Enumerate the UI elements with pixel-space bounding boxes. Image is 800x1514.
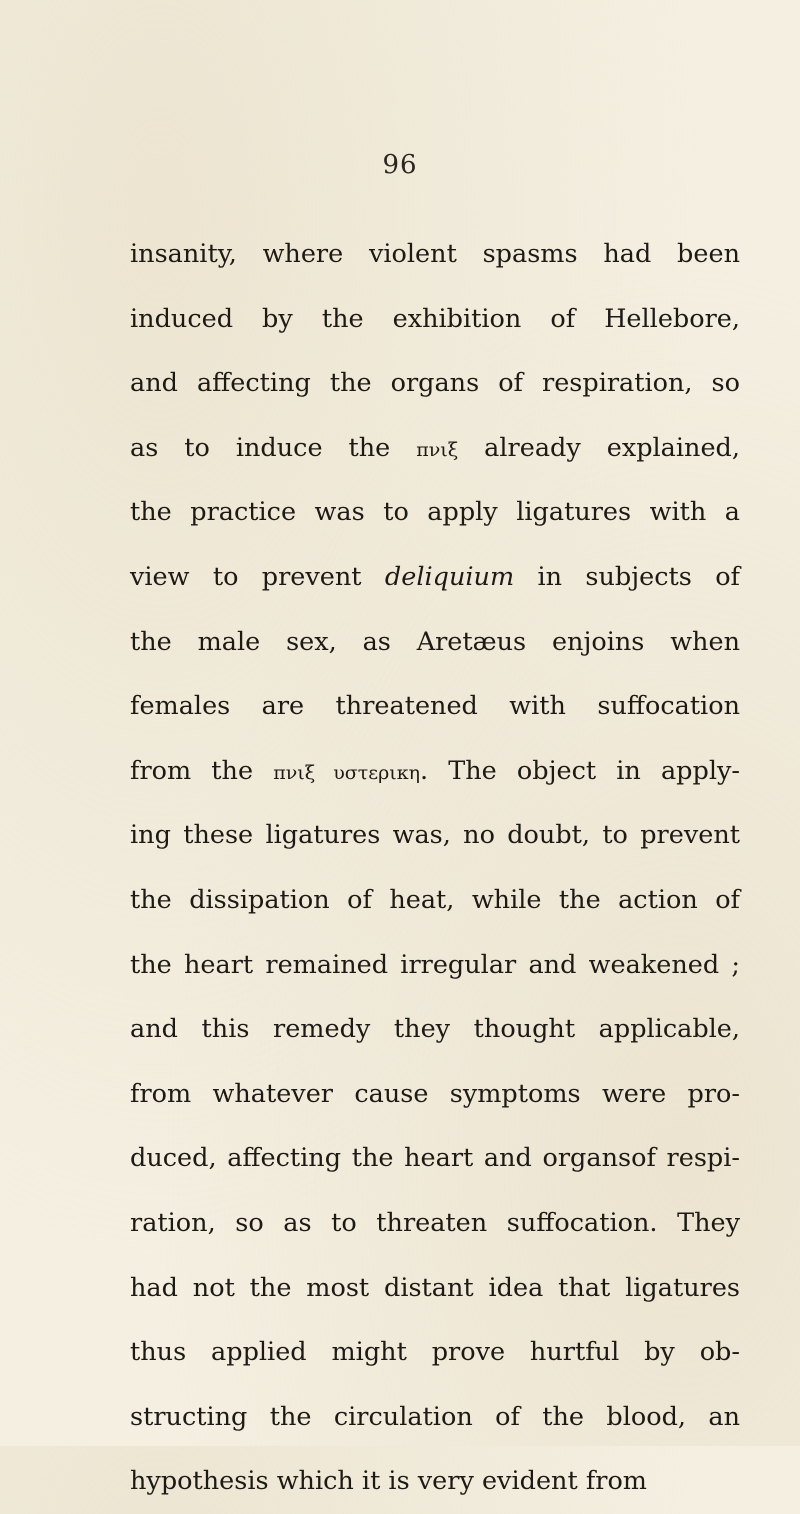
greek-term: πνιξ	[416, 438, 459, 461]
text-line: from whatever cause symptoms were pro-	[130, 1078, 740, 1109]
text-line: ing these ligatures was, no doubt, to prevent	[130, 820, 740, 851]
text-line: females are threatened with suffocation	[130, 691, 740, 722]
text-line: duced, affecting the heart and organsof respi-	[130, 1143, 740, 1174]
text-line: insanity, where violent spasms had been	[130, 239, 740, 269]
text-line: hypothesis which it is very evident from	[130, 1466, 647, 1497]
text-line: the practice was to apply ligatures with a	[130, 497, 740, 528]
text-line: the dissipation of heat, while the action of	[130, 884, 740, 915]
text-line: the male sex, as Aretæus enjoins when	[130, 626, 740, 657]
text-line: from the πνιξ υστερικη. The object in apply-	[130, 755, 741, 786]
text-line: structing the circulation of the blood, an	[130, 1401, 740, 1432]
text-line: as to induce the πνιξ already explained,	[130, 432, 740, 463]
text-line: had not the most distant idea that ligatures	[130, 1272, 740, 1303]
greek-term: πνιξ υστερικη	[273, 761, 420, 784]
body-text	[130, 222, 740, 1514]
text-line: ration, so as to threaten suffocation. They	[130, 1207, 740, 1238]
page-number: 96	[382, 150, 418, 180]
italic-term: deliquium	[384, 561, 515, 592]
text-line: the heart remained irregular and weakened ;	[130, 949, 740, 980]
text-line: view to prevent deliquium in subjects of	[130, 561, 740, 592]
text-line: and this remedy they thought applicable,	[130, 1014, 740, 1045]
text-line: thus applied might prove hurtful by ob-	[130, 1337, 740, 1368]
text-line: induced by the exhibition of Hellebore,	[130, 303, 740, 334]
text-line: and affecting the organs of respiration, so	[130, 368, 740, 399]
